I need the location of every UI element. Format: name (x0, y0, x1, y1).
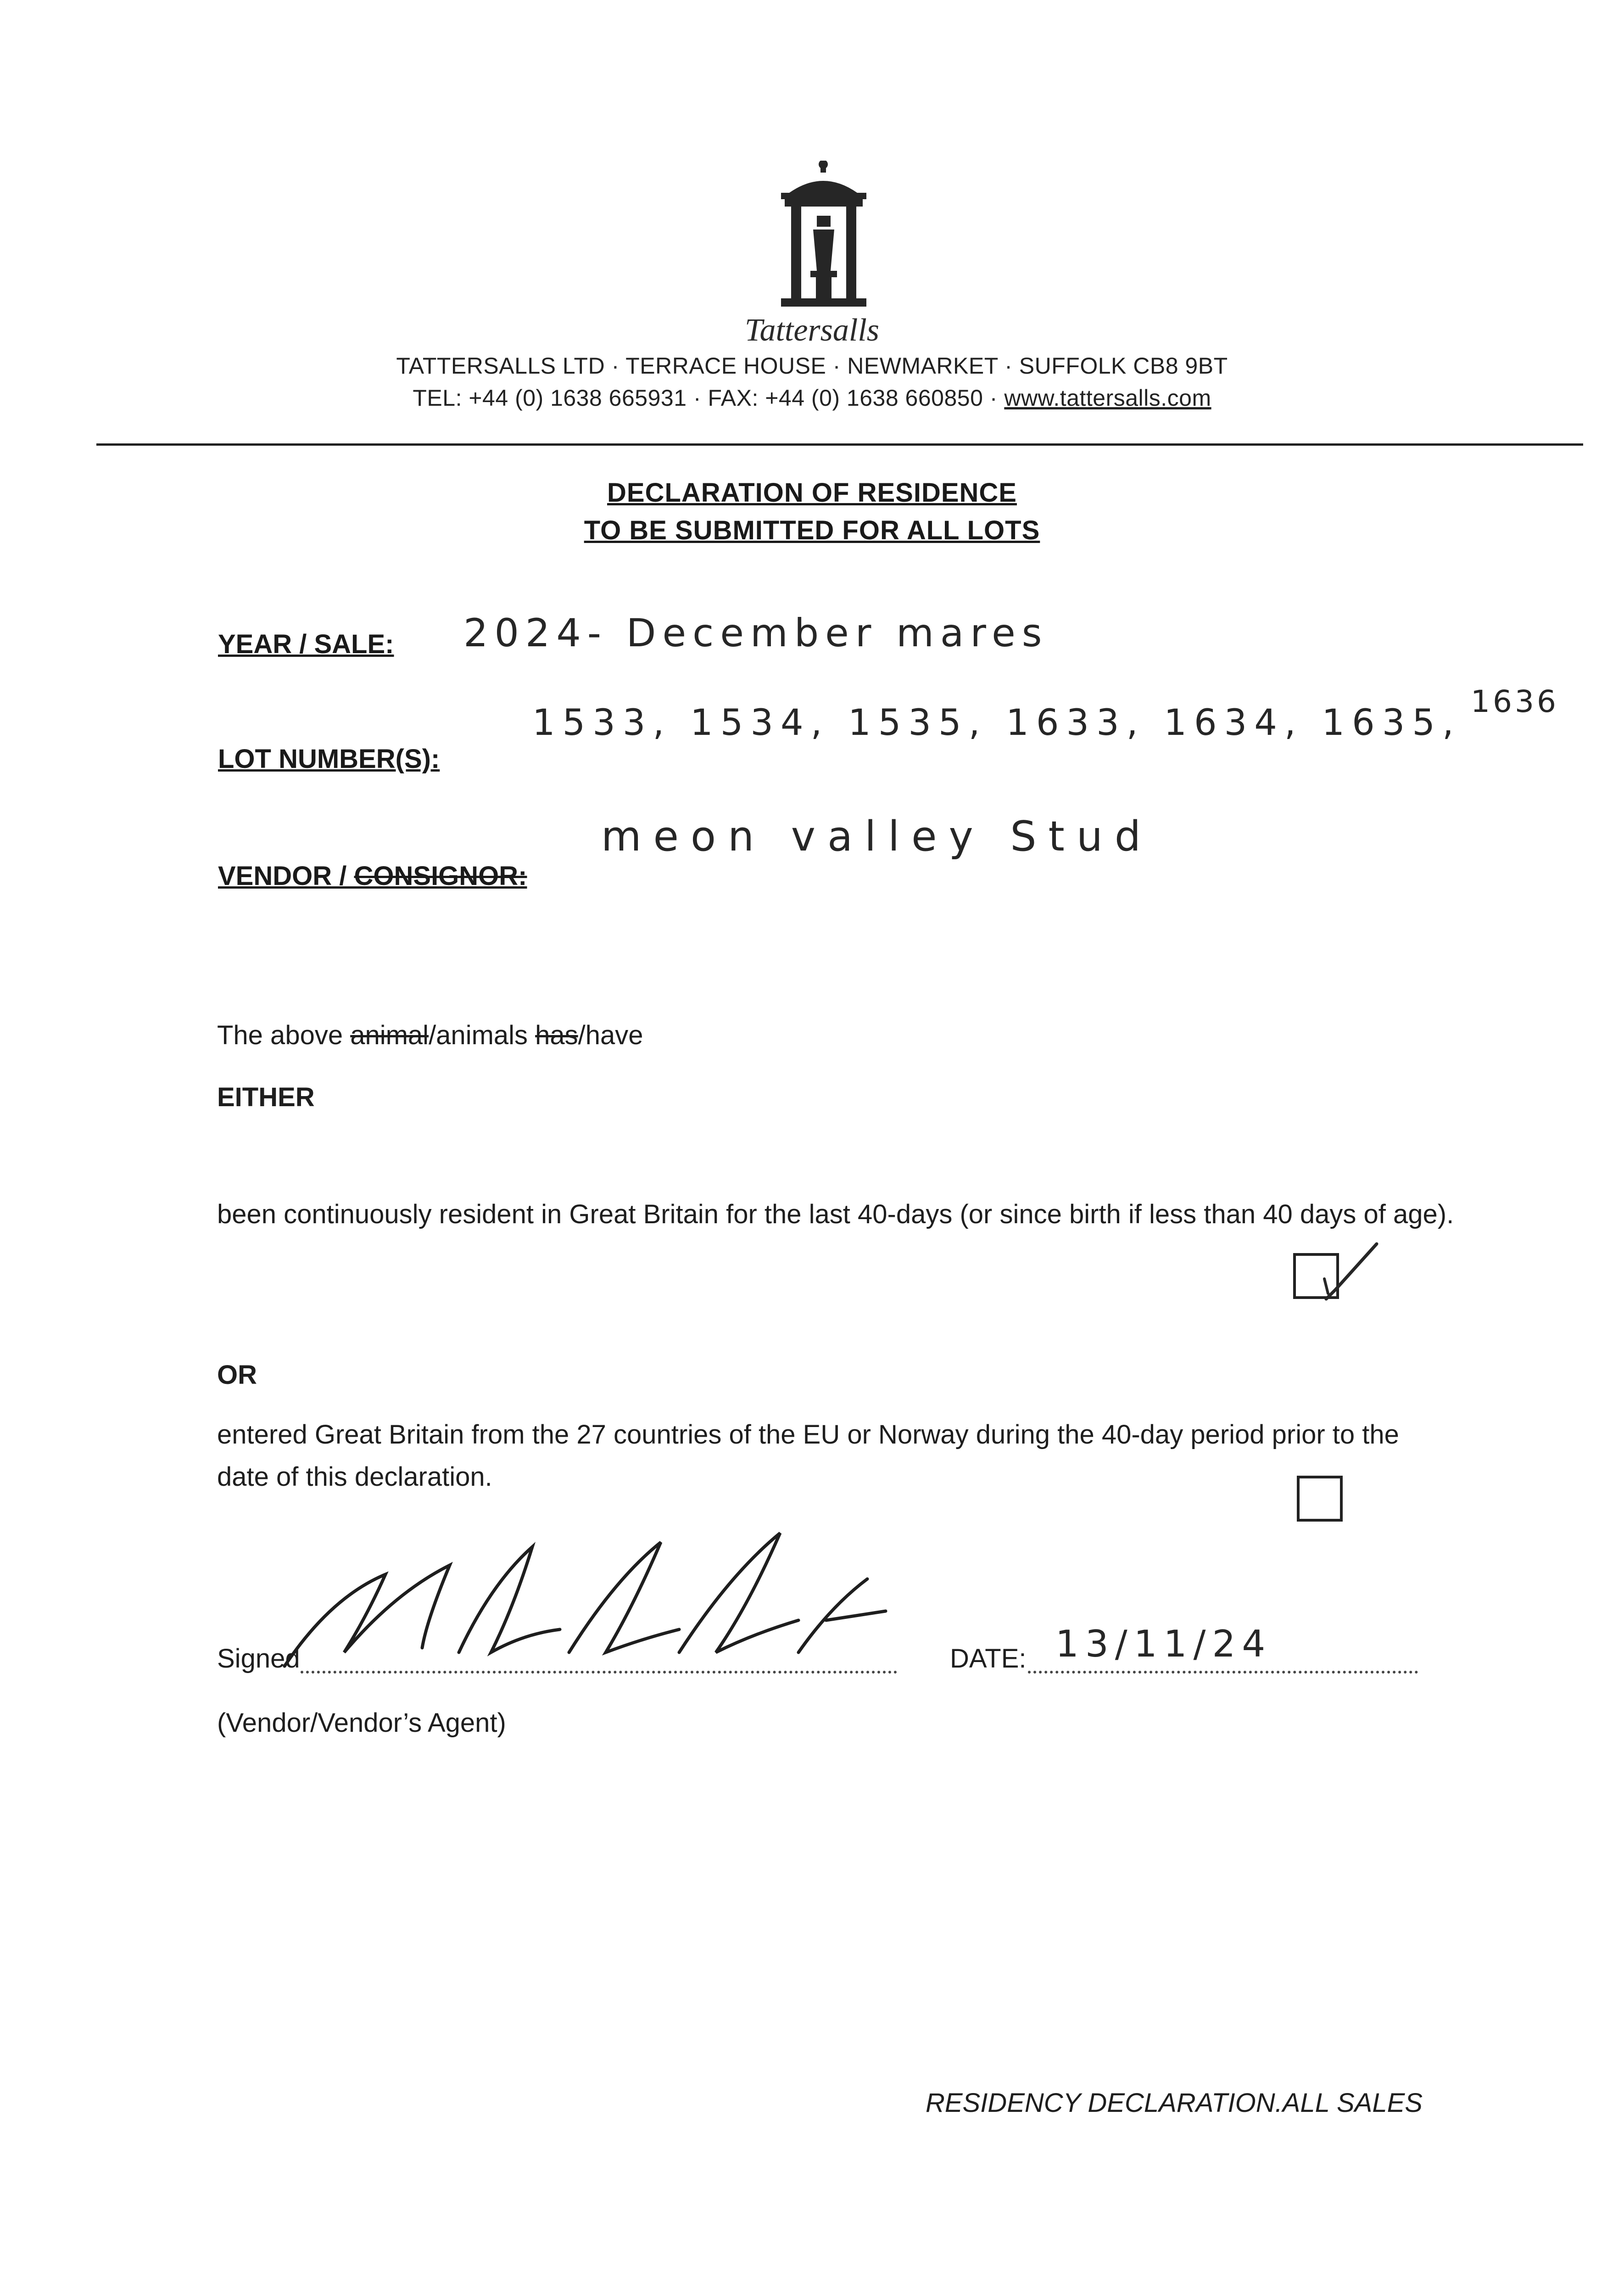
contact-numbers: TEL: +44 (0) 1638 665931 · FAX: +44 (0) 1638 660850 · (413, 385, 1005, 411)
website-link[interactable]: www.tattersalls.com (1004, 385, 1211, 411)
handwritten-signature (275, 1515, 918, 1680)
either-heading: EITHER (217, 1082, 315, 1112)
company-contact (0, 385, 1624, 411)
option-entered-text: entered Great Britain from the 27 countries of the EU or Norway during the 40-day period prior to the date of this declaration. (217, 1420, 1399, 1492)
animals-statement (217, 1014, 643, 1057)
has-struck-word: has (535, 1020, 578, 1050)
form-title: DECLARATION OF RESIDENCE (607, 478, 1017, 508)
check-mark-icon (1280, 1239, 1381, 1313)
signed-label: Signed (217, 1644, 300, 1674)
lot-numbers-label: LOT NUMBER(S): (218, 744, 440, 774)
document-footer: RESIDENCY DECLARATION.ALL SALES (925, 2088, 1423, 2118)
year-sale-label: YEAR / SALE: (218, 629, 394, 659)
date-line (1028, 1671, 1418, 1674)
option-entered-checkbox[interactable] (1297, 1476, 1343, 1522)
lot-numbers-extra: 1636 (1471, 684, 1559, 719)
tattersalls-logo (771, 161, 876, 312)
company-address: TATTERSALLS LTD · TERRACE HOUSE · NEWMARKET · SUFFOLK CB8 9BT (396, 353, 1228, 379)
signer-role: (Vendor/Vendor’s Agent) (217, 1708, 506, 1738)
brand-name: Tattersalls (744, 313, 880, 348)
above-text-3: /have (578, 1020, 643, 1050)
form-subtitle: TO BE SUBMITTED FOR ALL LOTS (584, 515, 1040, 545)
vendor-value: meon valley Stud (601, 812, 1153, 861)
header-divider (96, 443, 1583, 446)
above-text-2: /animals (429, 1020, 536, 1050)
lot-numbers-value: 1533, 1534, 1535, 1633, 1634, 1635, (532, 702, 1461, 744)
vendor-label (218, 861, 527, 891)
year-sale-value: 2024- December mares (463, 610, 1049, 655)
date-label: DATE: (950, 1644, 1027, 1674)
date-value: 13/11/24 (1055, 1623, 1272, 1665)
consignor-struck-label: CONSIGNOR: (354, 861, 527, 891)
option-resident-text: been continuously resident in Great Britain for the last 40-days (or since birth if less than 40 days of age). (217, 1199, 1454, 1229)
or-heading: OR (217, 1360, 257, 1390)
vendor-label-text: VENDOR / (218, 861, 354, 891)
animal-struck-word: animal (350, 1020, 429, 1050)
above-text-1: The above (217, 1020, 351, 1050)
signature-line (301, 1671, 897, 1674)
